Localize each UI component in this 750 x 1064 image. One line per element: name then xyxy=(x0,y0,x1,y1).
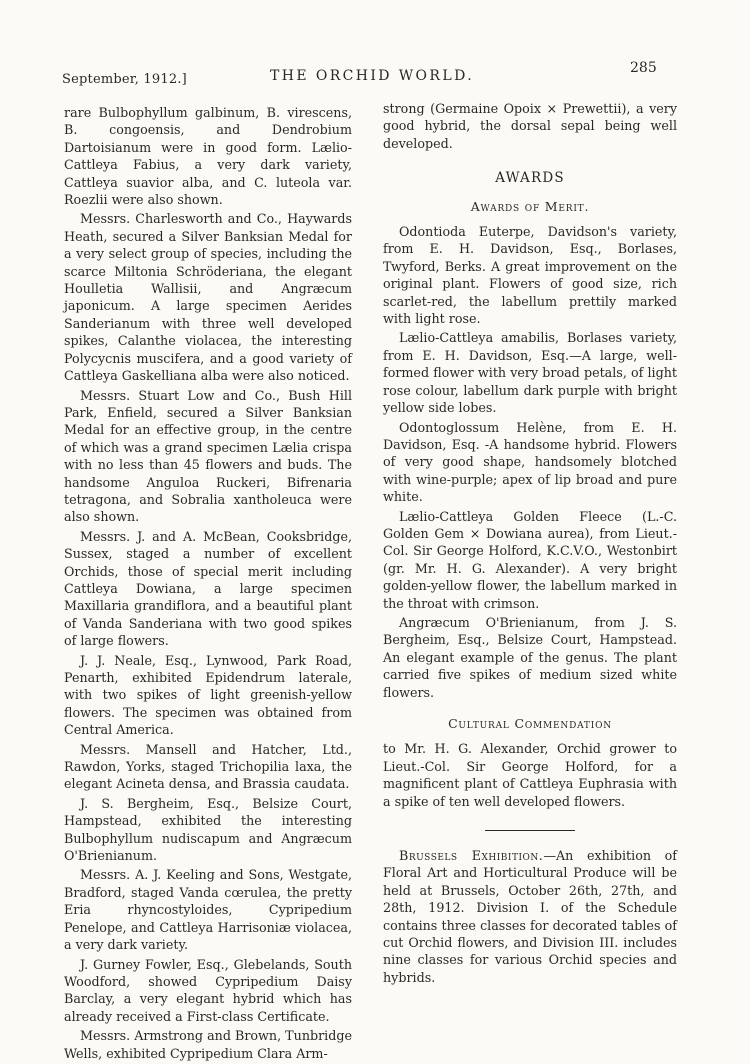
paragraph-charlesworth: Messrs. Charlesworth and Co., Haywards Heath, secured a Silver Banksian Medal for a very select group of species, including the scarce Miltonia Schröderiana, the elegant Houlletia Wallisii, and Angræcum japonicum. A large specimen Aerides Sanderianum with three well developed spikes, Calanthe violacea, the interesting Polycycnis muscifera, and a good variety of Cattleya Gaskelliana alba were also noticed. xyxy=(64,211,352,384)
award-angraecum: Angræcum O'Brienianum, from J. S. Bergheim, Esq., Belsize Court, Hampstead. An elegant example of the genus. The plant carried five spikes of medium sized white flowers. xyxy=(383,614,677,700)
issue-date: September, 1912.] xyxy=(62,72,187,87)
award-laelio-amabilis: Lælio-Cattleya amabilis, Borlases variety, from E. H. Davidson, Esq.—A large, well-formed flower with very broad petals, of light rose colour, labellum dark purple with bright yellow side lobes. xyxy=(383,330,677,416)
journal-title: THE ORCHID WORLD. xyxy=(270,68,475,84)
brussels-paragraph xyxy=(383,847,677,986)
award-odontioda: Odontioda Euterpe, Davidson's variety, from E. H. Davidson, Esq., Borlases, Twyford, Berks. A great improvement on the original plant. Flowers of good size, rich scarlet-red, the labellum prettily marked with light rose. xyxy=(383,224,677,327)
left-column xyxy=(64,104,352,1064)
page-header xyxy=(0,0,750,100)
award-golden-fleece: Lælio-Cattleya Golden Fleece (L.-C. Golden Gem × Dowiana aurea), from Lieut.-Col. Sir George Holford, K.C.V.O., Westonbirt (gr. Mr. H. G. Alexander). A very bright golden-yellow flower, the labellum marked in the throat with crimson. xyxy=(383,508,677,611)
paragraph-mcbean: Messrs. J. and A. McBean, Cooksbridge, Sussex, staged a number of excellent Orchids, those of special merit including Cattleya Dowiana, a large specimen Maxillaria grandiflora, and a beautiful plant of Vanda Sanderiana with two good spikes of large flowers. xyxy=(64,528,352,649)
paragraph-neale: J. J. Neale, Esq., Lynwood, Park Road, Penarth, exhibited Epidendrum laterale, with two spikes of light greenish-yellow flowers. The specimen was obtained from Central America. xyxy=(64,652,352,738)
paragraph-keeling: Messrs. A. J. Keeling and Sons, Westgate, Bradford, staged Vanda cœrulea, the pretty Eria rhyncostyloides, Cypripedium Penelope, and Cattleya Harrisoniæ violacea, a very dark variety. xyxy=(64,867,352,953)
awards-heading: AWARDS xyxy=(495,170,565,187)
right-column xyxy=(383,100,677,988)
paragraph-mansell: Messrs. Mansell and Hatcher, Ltd., Rawdon, Yorks, staged Trichopilia laxa, the elegant Acineta densa, and Brassia caudata. xyxy=(64,741,352,792)
page-number: 285 xyxy=(630,60,657,76)
cultural-commendation-text: to Mr. H. G. Alexander, Orchid grower to Lieut.-Col. Sir George Holford, for a magnificent plant of Cattleya Euphrasia with a spike of ten well developed flowers. xyxy=(383,741,677,809)
paragraph-continued: rare Bulbophyllum galbinum, B. virescens, B. congoensis, and Dendrobium Dartoisianum were in good form. Lælio-Cattleya Fabius, a very dark variety, Cattleya suavior alba, and C. luteola var. Roezlii were also shown. xyxy=(64,105,352,208)
paragraph-armstrong: Messrs. Armstrong and Brown, Tunbridge Wells, exhibited Cypripedium Clara Arm- xyxy=(64,1028,352,1061)
paragraph-fowler: J. Gurney Fowler, Esq., Glebelands, South Woodford, showed Cypripedium Daisy Barclay, a very elegant hybrid which has already received a First-class Certificate. xyxy=(64,956,352,1024)
cultural-commendation-subheading: Cultural Commendation xyxy=(448,716,612,731)
brussels-text: —An exhibition of Floral Art and Horticultural Produce will be held at Brussels, October 26th, 27th, and 28th, 1912. Division I. of the Schedule contains three classes for decorated tables of cut Orchid flowers, and Division III. includes nine classes for various Orchid species and hybrids. xyxy=(383,848,677,985)
brussels-lead: Brussels Exhibition. xyxy=(399,848,544,864)
award-odontoglossum: Odontoglossum Helène, from E. H. Davidson, Esq. -A handsome hybrid. Flowers of very good shape, handsomely blotched with wine-purple; apex of lip broad and pure white. xyxy=(383,419,677,505)
paragraph-continuation: strong (Germaine Opoix × Prewettii), a very good hybrid, the dorsal sepal being well developed. xyxy=(383,101,677,151)
paragraph-stuart-low: Messrs. Stuart Low and Co., Bush Hill Park, Enfield, secured a Silver Banksian Medal for an effective group, in the centre of which was a grand specimen Lælia crispa with no less than 45 flowers and buds. The handsome Anguloa Ruckeri, Bifrenaria tetragona, and Sobralia xantholeuca were also shown. xyxy=(64,387,352,525)
paragraph-bergheim: J. S. Bergheim, Esq., Belsize Court, Hampstead, exhibited the interesting Bulbophyllum nudiscapum and Angræcum O'Brienianum. xyxy=(64,795,352,864)
section-divider xyxy=(485,830,575,831)
awards-of-merit-subheading: Awards of Merit. xyxy=(470,198,590,214)
